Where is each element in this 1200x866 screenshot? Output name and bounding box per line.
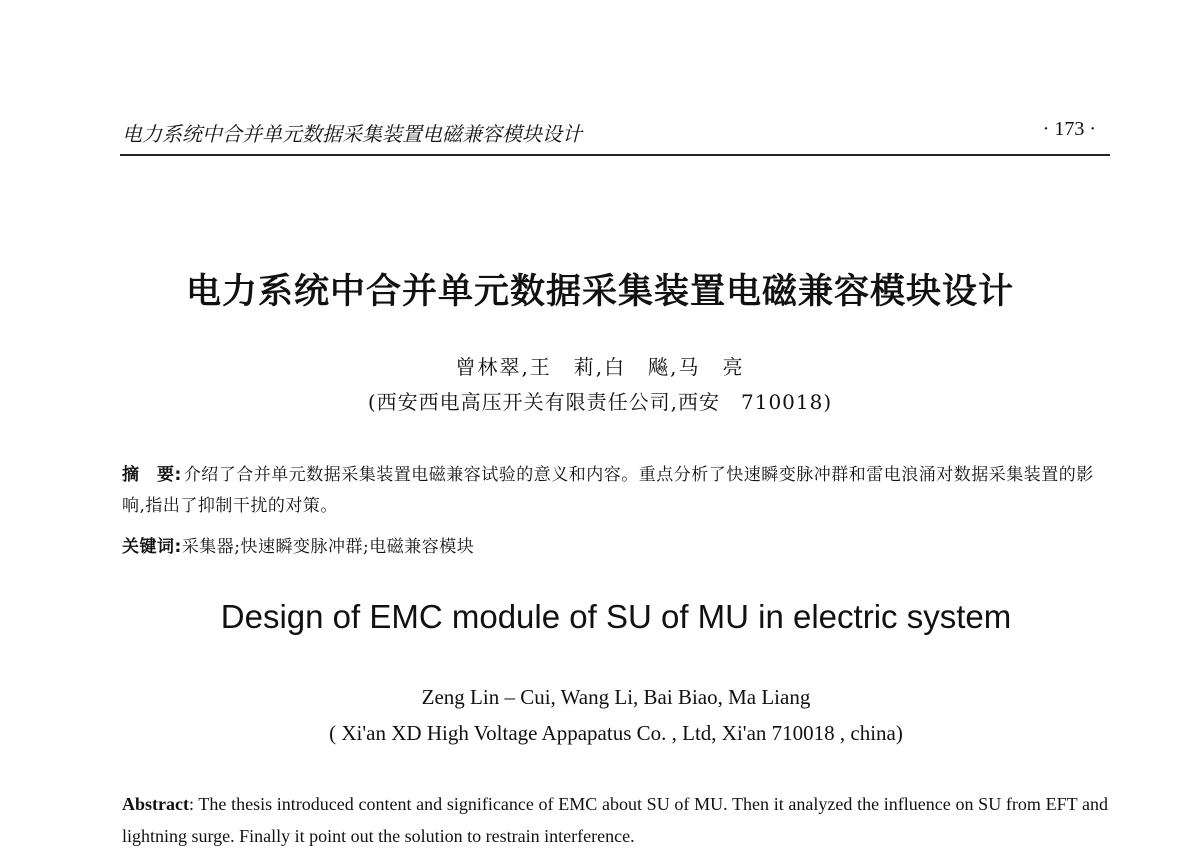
chinese-abstract-label: 摘 要:: [122, 465, 182, 485]
running-header: [120, 108, 1110, 156]
chinese-keywords-label: 关键词:: [122, 537, 182, 557]
chinese-title: 电力系统中合并单元数据采集装置电磁兼容模块设计: [185, 271, 1014, 312]
english-abstract-text: The thesis introduced content and significance of EMC about SU of MU. Then it analyzed the influence on SU from EFT and lightning surge. Finally it point out the solution to restrain interference.: [122, 794, 1108, 846]
english-title: Design of EMC module of SU of MU in electric system: [220, 598, 1012, 635]
english-abstract-separator: :: [188, 794, 199, 814]
english-authors: Zeng Lin – Cui, Wang Li, Bai Biao, Ma Liang: [421, 685, 811, 709]
english-abstract: [122, 788, 1108, 852]
page-number: · 173 ·: [1042, 118, 1096, 140]
chinese-affiliation: (西安西电高压开关有限责任公司,西安 710018): [367, 390, 833, 414]
english-affiliation: ( Xi'an XD High Voltage Appapatus Co. , Ltd, Xi'an 710018 , china): [329, 721, 903, 745]
chinese-authors: 曾林翠,王 莉,白 飚,马 亮: [455, 355, 745, 379]
chinese-abstract-text: 介绍了合并单元数据采集装置电磁兼容试验的意义和内容。重点分析了快速瞬变脉冲群和雷电浪涌对数据采集装置的影响,指出了抑制干扰的对策。: [122, 465, 1094, 516]
running-title: 电力系统中合并单元数据采集装置电磁兼容模块设计: [122, 122, 582, 146]
chinese-keywords-text: 采集器;快速瞬变脉冲群;电磁兼容模块: [181, 537, 475, 557]
chinese-keywords: [122, 533, 1112, 561]
chinese-abstract: [122, 460, 1112, 522]
english-abstract-label: Abstract: [122, 794, 189, 814]
